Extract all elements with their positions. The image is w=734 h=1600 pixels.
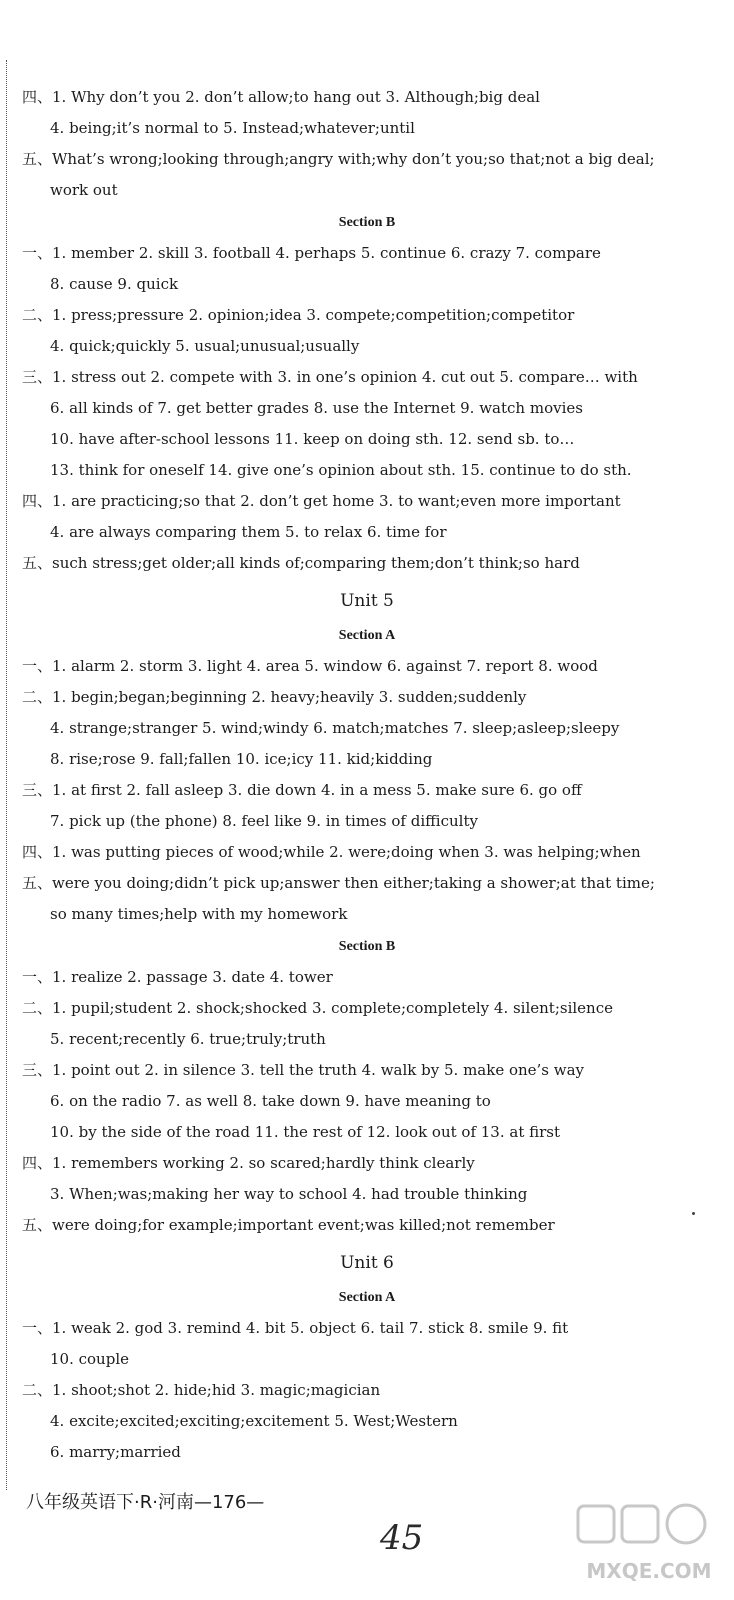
answer-line: 7. pick up (the phone) 8. feel like 9. in times of difficulty [50, 812, 478, 830]
section-heading: Section A [338, 1290, 396, 1305]
answer-line: 五、were doing;for example;important event;was killed;not remember [22, 1216, 555, 1234]
answer-line: 一、1. alarm 2. storm 3. light 4. area 5. window 6. against 7. report 8. wood [22, 657, 598, 675]
section-heading: Section A [338, 628, 396, 643]
answer-line: 13. think for oneself 14. give one’s opinion about sth. 15. continue to do sth. [50, 461, 632, 479]
answer-line: 三、1. stress out 2. compete with 3. in one’s opinion 4. cut out 5. compare… with [22, 368, 638, 386]
answer-line: 8. cause 9. quick [50, 275, 179, 293]
watermark-icon [574, 1500, 724, 1590]
section-heading: Section B [338, 939, 396, 954]
answer-line: 二、1. press;pressure 2. opinion;idea 3. compete;competition;competitor [22, 306, 575, 324]
svg-text:MXQE.COM: MXQE.COM [586, 1559, 712, 1583]
answer-line: 5. recent;recently 6. true;truly;truth [50, 1030, 326, 1048]
answer-line: work out [50, 181, 118, 199]
answer-line: so many times;help with my homework [50, 905, 348, 923]
answer-line: 二、1. pupil;student 2. shock;shocked 3. complete;completely 4. silent;silence [22, 999, 613, 1017]
answer-line: 一、1. weak 2. god 3. remind 4. bit 5. object 6. tail 7. stick 8. smile 9. fit [22, 1319, 569, 1337]
stray-mark [692, 1212, 695, 1215]
binding-dotted-line [6, 60, 7, 1490]
answer-key-content [22, 82, 712, 1468]
section-heading: Section B [338, 215, 396, 230]
answer-line: 4. are always comparing them 5. to relax 6. time for [50, 523, 447, 541]
answer-line: 10. couple [50, 1350, 129, 1368]
answer-line: 五、What’s wrong;looking through;angry with;why don’t you;so that;not a big deal; [22, 150, 655, 168]
answer-line: 4. strange;stranger 5. wind;windy 6. match;matches 7. sleep;asleep;sleepy [50, 719, 620, 737]
answer-line: 五、such stress;get older;all kinds of;comparing them;don’t think;so hard [22, 554, 580, 572]
answer-line: 6. on the radio 7. as well 8. take down 9. have meaning to [50, 1092, 491, 1110]
answer-line: 四、1. was putting pieces of wood;while 2. were;doing when 3. was helping;when [22, 843, 641, 861]
unit-title: Unit 5 [340, 591, 394, 611]
answer-line: 4. quick;quickly 5. usual;unusual;usually [50, 337, 360, 355]
answer-line: 三、1. point out 2. in silence 3. tell the truth 4. walk by 5. make one’s way [22, 1061, 585, 1079]
answer-line: 五、were you doing;didn’t pick up;answer then either;taking a shower;at that time; [22, 874, 655, 892]
answer-line: 10. have after-school lessons 11. keep on doing sth. 12. send sb. to… [50, 430, 575, 448]
page-footer: 八年级英语下·R·河南—176— [26, 1492, 265, 1513]
answer-line: 6. marry;married [50, 1443, 181, 1461]
handwritten-page-number: 45 [380, 1518, 424, 1558]
answer-line: 10. by the side of the road 11. the rest of 12. look out of 13. at first [50, 1123, 561, 1141]
answer-line: 4. being;it’s normal to 5. Instead;whatever;until [50, 119, 415, 137]
answer-line: 8. rise;rose 9. fall;fallen 10. ice;icy 11. kid;kidding [50, 750, 433, 768]
watermark-logo [574, 1500, 724, 1590]
answer-line: 三、1. at first 2. fall asleep 3. die down 4. in a mess 5. make sure 6. go off [22, 781, 582, 799]
answer-line: 二、1. shoot;shot 2. hide;hid 3. magic;magician [22, 1381, 381, 1399]
answer-line: 一、1. member 2. skill 3. football 4. perhaps 5. continue 6. crazy 7. compare [22, 244, 601, 262]
answer-line: 四、1. Why don’t you 2. don’t allow;to hang out 3. Although;big deal [22, 88, 540, 106]
answer-line: 四、1. are practicing;so that 2. don’t get home 3. to want;even more important [22, 492, 621, 510]
answer-line: 四、1. remembers working 2. so scared;hardly think clearly [22, 1154, 475, 1172]
answer-line: 6. all kinds of 7. get better grades 8. use the Internet 9. watch movies [50, 399, 583, 417]
answer-line: 一、1. realize 2. passage 3. date 4. tower [22, 968, 333, 986]
unit-title: Unit 6 [340, 1253, 394, 1273]
answer-line: 3. When;was;making her way to school 4. had trouble thinking [50, 1185, 528, 1203]
answer-line: 二、1. begin;began;beginning 2. heavy;heavily 3. sudden;suddenly [22, 688, 527, 706]
answer-line: 4. excite;excited;exciting;excitement 5. West;Western [50, 1412, 458, 1430]
